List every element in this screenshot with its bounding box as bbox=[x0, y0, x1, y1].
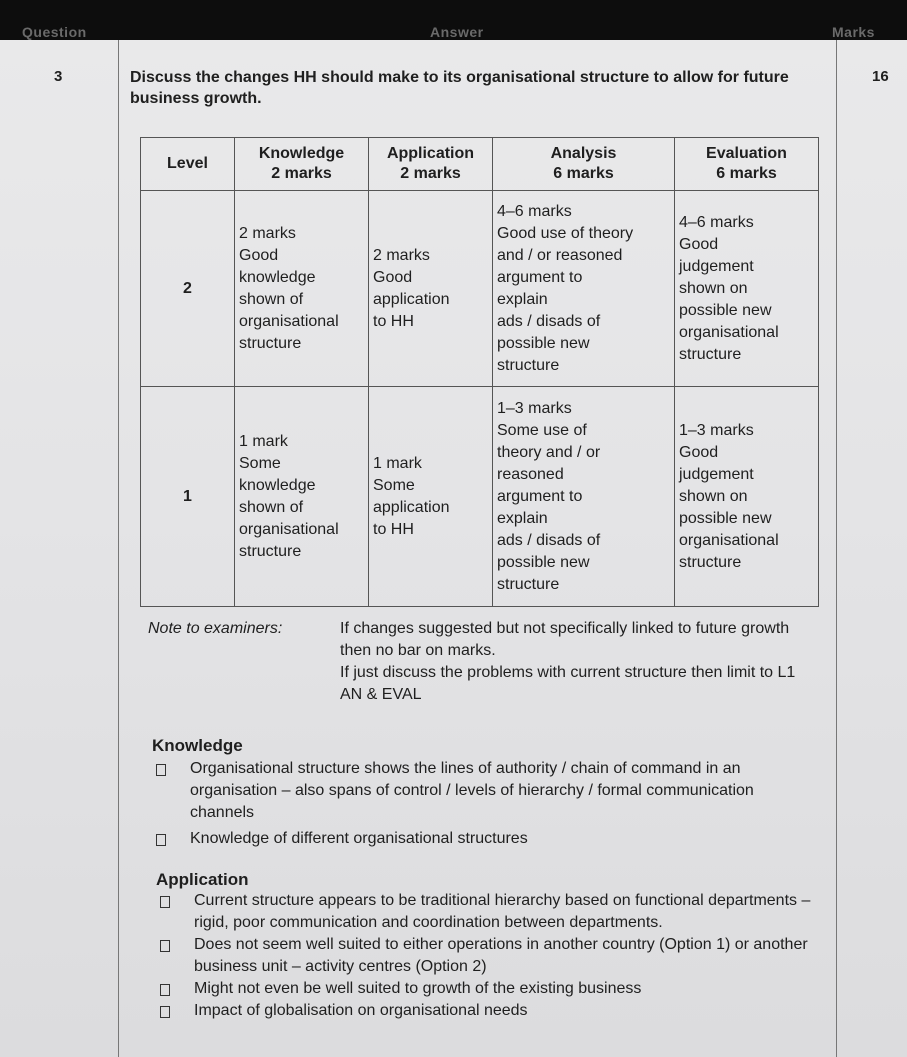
checkbox-bullet-icon bbox=[160, 896, 170, 908]
analysis-descriptor: 4–6 marks Good use of theory and / or reasoned argument to explain ads / disads of possible new structure bbox=[493, 191, 675, 387]
column-divider bbox=[118, 40, 119, 1057]
knowledge-descriptor: 2 marks Good knowledge shown of organisational structure bbox=[235, 191, 369, 387]
list-item: Current structure appears to be traditional hierarchy based on functional departments – rigid, poor communication and coordination between departments. bbox=[156, 890, 820, 934]
application-descriptor: 2 marks Good application to HH bbox=[369, 191, 493, 387]
knowledge-heading: Knowledge bbox=[152, 736, 243, 755]
header-analysis: Analysis 6 marks bbox=[493, 138, 675, 191]
mark-scheme-page bbox=[0, 40, 907, 1057]
header-application: Application 2 marks bbox=[369, 138, 493, 191]
header-knowledge: Knowledge 2 marks bbox=[235, 138, 369, 191]
checkbox-bullet-icon bbox=[160, 940, 170, 952]
note-line: If just discuss the problems with current structure then limit to L1 AN & EVAL bbox=[340, 664, 796, 703]
list-item: Knowledge of different organisational structures bbox=[152, 828, 820, 850]
answer-column-header: Answer bbox=[430, 24, 484, 40]
evaluation-descriptor: 1–3 marks Good judgement shown on possible new organisational structure bbox=[675, 387, 819, 607]
list-item: Does not seem well suited to either operations in another country (Option 1) or another business unit – activity centres (Option 2) bbox=[156, 934, 820, 978]
application-heading: Application bbox=[156, 870, 249, 889]
column-header-bar bbox=[0, 0, 907, 40]
grid-row-level-1 bbox=[141, 387, 819, 607]
checkbox-bullet-icon bbox=[160, 1006, 170, 1018]
question-text: Discuss the changes HH should make to its organisational structure to allow for future business growth. bbox=[130, 69, 789, 107]
application-list bbox=[156, 890, 820, 1022]
column-divider bbox=[836, 40, 837, 1057]
note-label: Note to examiners: bbox=[148, 620, 283, 637]
list-item: Impact of globalisation on organisational needs bbox=[156, 1000, 820, 1022]
levels-marking-grid bbox=[140, 137, 819, 607]
checkbox-bullet-icon bbox=[160, 984, 170, 996]
list-item: Organisational structure shows the lines of authority / chain of command in an organisation – also spans of control / levels of hierarchy / formal communication channels bbox=[152, 758, 820, 824]
checkbox-bullet-icon bbox=[156, 834, 166, 846]
grid-row-level-2 bbox=[141, 191, 819, 387]
question-marks: 16 bbox=[872, 68, 889, 85]
note-body bbox=[340, 618, 820, 706]
note-line: If changes suggested but not specifically linked to future growth then no bar on marks. bbox=[340, 620, 790, 659]
knowledge-list bbox=[152, 758, 820, 850]
evaluation-descriptor: 4–6 marks Good judgement shown on possible new organisational structure bbox=[675, 191, 819, 387]
marks-column-header: Marks bbox=[832, 24, 875, 40]
header-level: Level bbox=[141, 138, 235, 191]
header-evaluation: Evaluation 6 marks bbox=[675, 138, 819, 191]
grid-header-row bbox=[141, 138, 819, 191]
analysis-descriptor: 1–3 marks Some use of theory and / or reasoned argument to explain ads / disads of possible new structure bbox=[493, 387, 675, 607]
checkbox-bullet-icon bbox=[156, 764, 166, 776]
application-descriptor: 1 mark Some application to HH bbox=[369, 387, 493, 607]
question-number: 3 bbox=[54, 68, 63, 85]
level-number: 1 bbox=[141, 387, 235, 607]
list-item: Might not even be well suited to growth of the existing business bbox=[156, 978, 820, 1000]
question-column-header: Question bbox=[22, 24, 87, 40]
knowledge-descriptor: 1 mark Some knowledge shown of organisational structure bbox=[235, 387, 369, 607]
level-number: 2 bbox=[141, 191, 235, 387]
